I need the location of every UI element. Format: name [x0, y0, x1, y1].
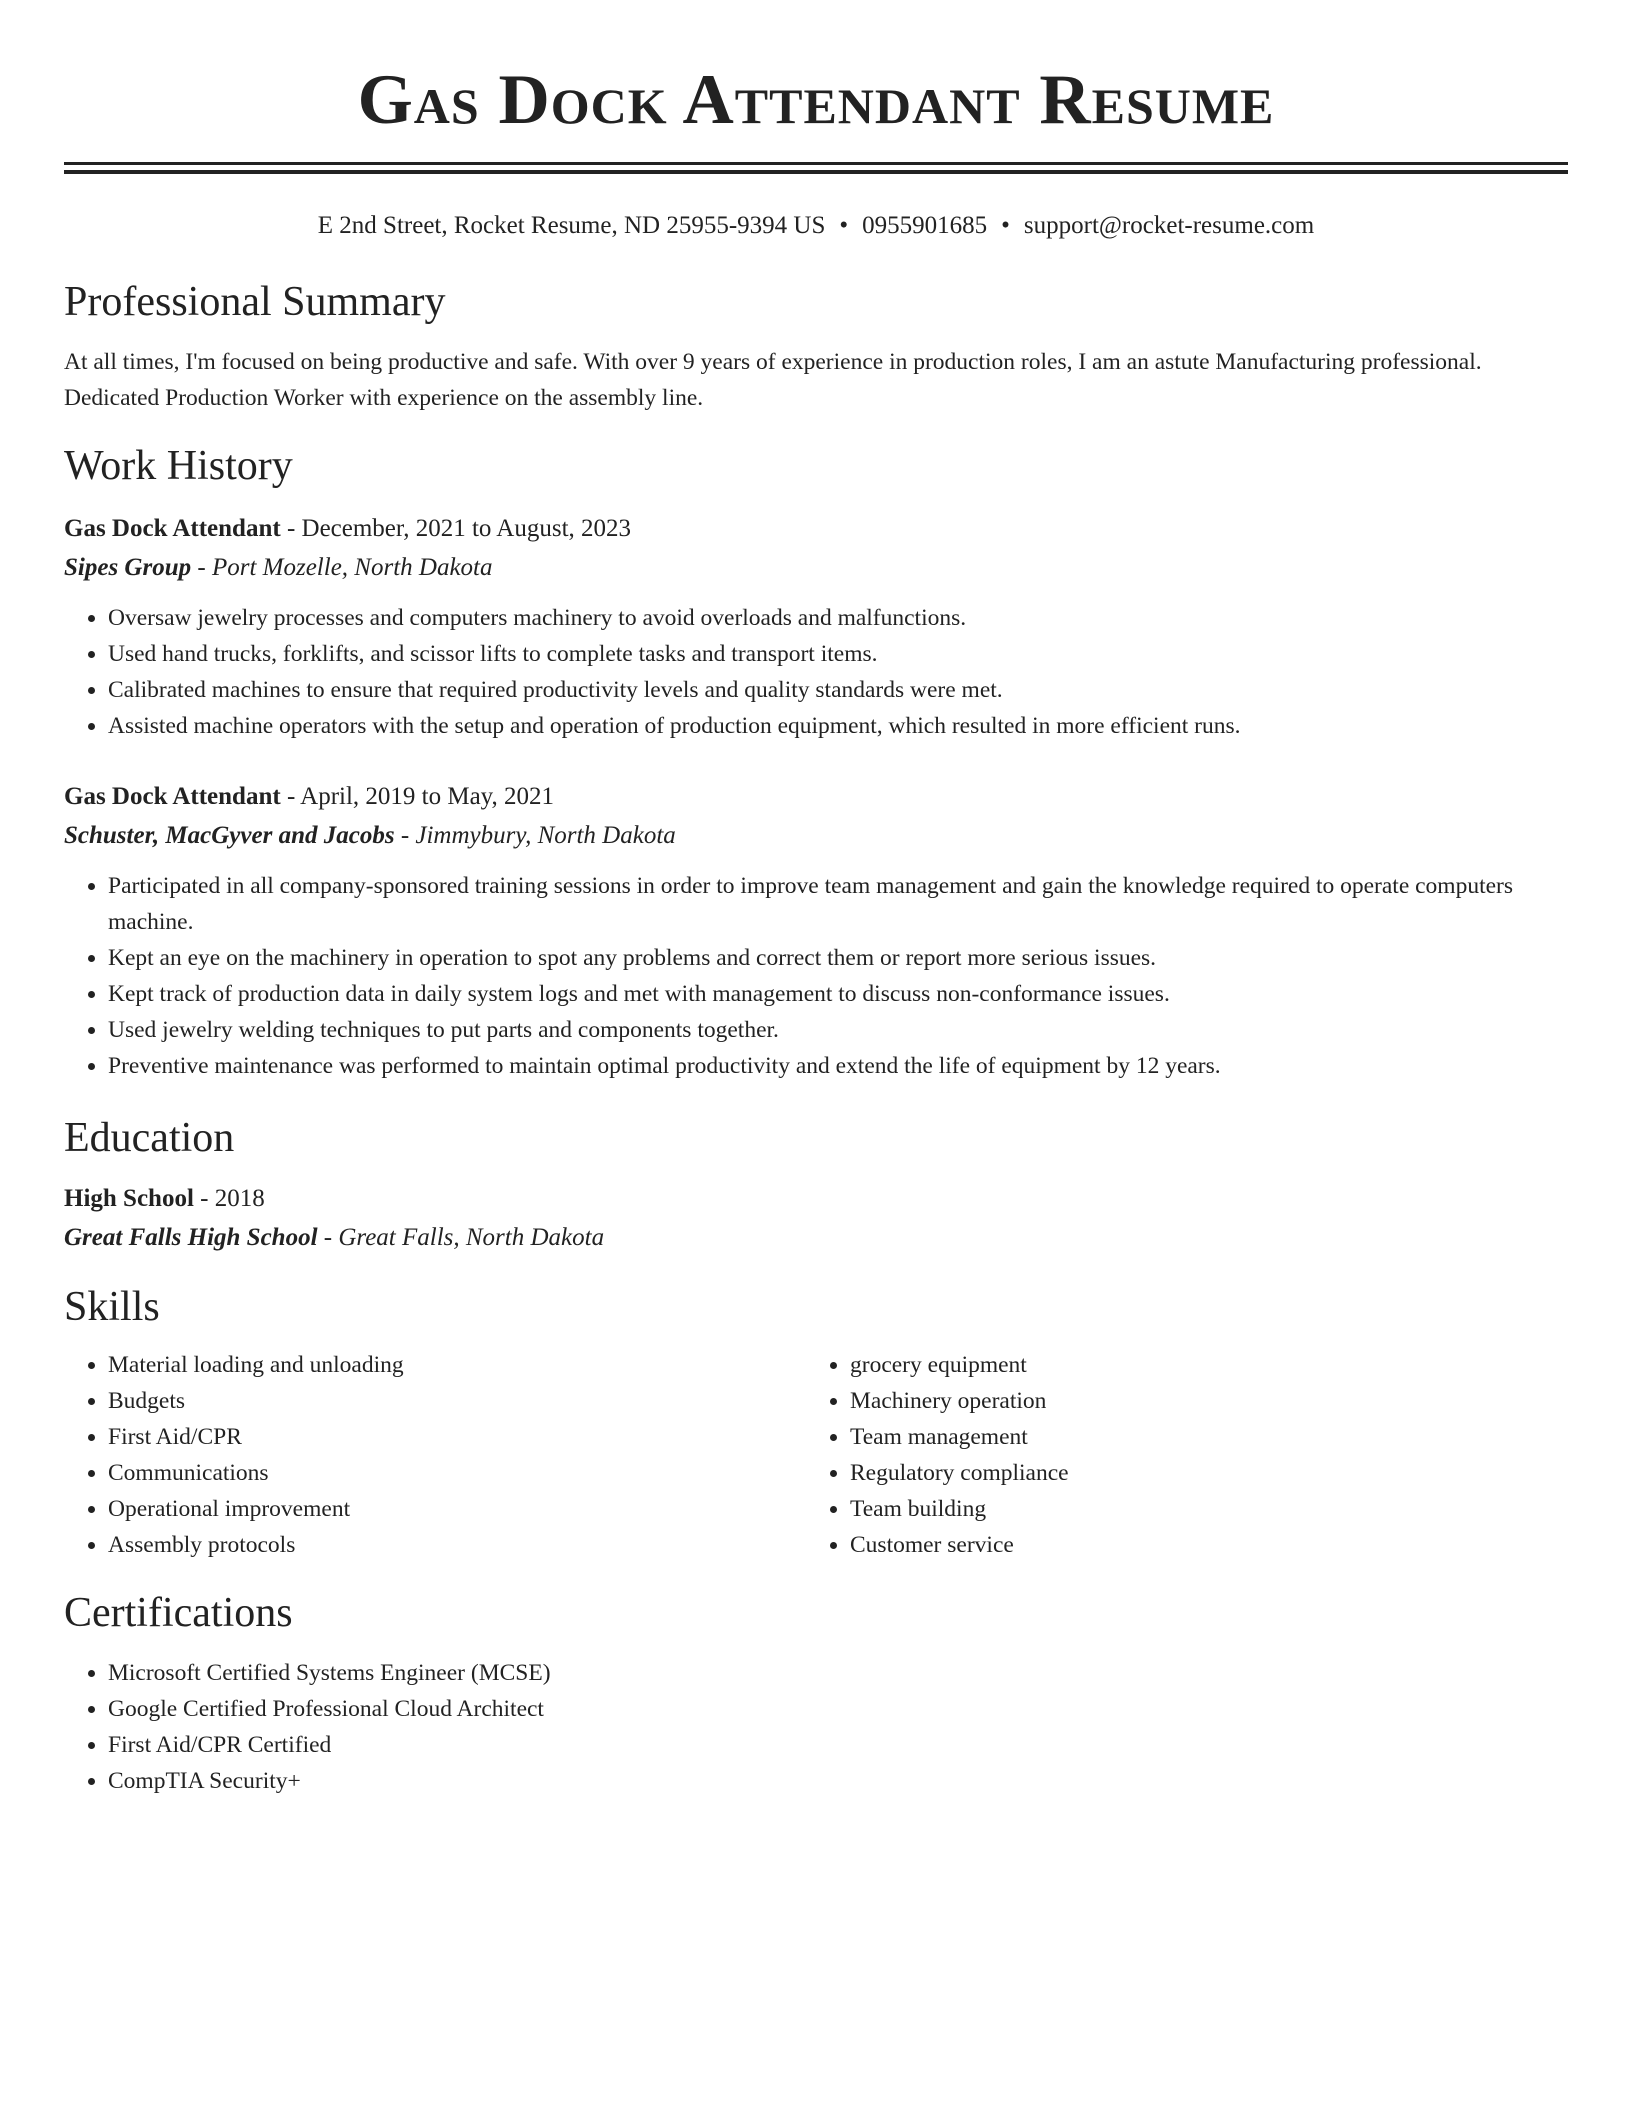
job-title: Gas Dock Attendant [64, 515, 281, 542]
contact-phone: 0955901685 [862, 212, 988, 239]
skill-item: • First Aid/CPR [108, 1419, 806, 1455]
job-title-line [64, 510, 1568, 548]
company-line [64, 548, 1568, 587]
job-bullets [64, 868, 1568, 1084]
job-entry [64, 778, 1568, 1084]
certification-item: • Microsoft Certified Systems Engineer (MCSE) [108, 1655, 1568, 1691]
degree-name: High School [64, 1185, 194, 1212]
resume-title: Gas Dock Attendant Resume [357, 61, 1275, 139]
company-line [64, 816, 1568, 855]
job-bullet: • Kept track of production data in daily system logs and met with management to discuss non-conformance issues. [108, 976, 1568, 1012]
job-title-line [64, 778, 1568, 816]
job-bullet: • Used hand trucks, forklifts, and scissor lifts to complete tasks and transport items. [108, 636, 1568, 672]
job-bullet: • Oversaw jewelry processes and computers machinery to avoid overloads and malfunctions. [108, 600, 1568, 636]
job-entry [64, 510, 1568, 744]
skills-column-left [64, 1347, 806, 1563]
contact-address: E 2nd Street, Rocket Resume, ND 25955-9394 US [317, 212, 826, 239]
skill-item: • Customer service [850, 1527, 1548, 1563]
degree-line [64, 1180, 1568, 1218]
certification-item: • CompTIA Security+ [108, 1763, 1568, 1799]
skills-grid [64, 1347, 1568, 1563]
skill-item: • Machinery operation [850, 1383, 1548, 1419]
job-dates: - December, 2021 to August, 2023 [280, 515, 632, 542]
job-dates: - April, 2019 to May, 2021 [280, 783, 555, 810]
job-bullet: • Kept an eye on the machinery in operation to spot any problems and correct them or report more serious issues. [108, 940, 1568, 976]
degree-year: - 2018 [193, 1185, 265, 1212]
education-heading: Education [64, 1115, 235, 1161]
education-section [64, 1112, 1568, 1257]
contact-email: support@rocket-resume.com [1023, 212, 1315, 239]
summary-section [64, 276, 1568, 416]
skills-column-right [806, 1347, 1548, 1563]
certifications-section [64, 1587, 1568, 1799]
company-location: - Jimmybury, North Dakota [394, 822, 676, 849]
skills-heading: Skills [64, 1284, 160, 1330]
certifications-heading: Certifications [64, 1590, 293, 1636]
job-bullet: • Participated in all company-sponsored training sessions in order to improve team management and gain the knowledge required to operate computers machine. [108, 868, 1568, 940]
job-title: Gas Dock Attendant [64, 783, 281, 810]
skills-section [64, 1281, 1568, 1563]
work-history-heading: Work History [64, 443, 293, 489]
skill-item: • Assembly protocols [108, 1527, 806, 1563]
company-name: Schuster, MacGyver and Jacobs [64, 822, 395, 849]
certification-item: • Google Certified Professional Cloud Architect [108, 1691, 1568, 1727]
skill-item: • Budgets [108, 1383, 806, 1419]
skill-item: • grocery equipment [850, 1347, 1548, 1383]
skill-item: • Material loading and unloading [108, 1347, 806, 1383]
job-bullet: • Used jewelry welding techniques to put parts and components together. [108, 1012, 1568, 1048]
job-bullet: • Calibrated machines to ensure that required productivity levels and quality standards were met. [108, 672, 1568, 708]
school-name: Great Falls High School [64, 1224, 318, 1251]
company-name: Sipes Group [64, 554, 192, 581]
certification-item: • First Aid/CPR Certified [108, 1727, 1568, 1763]
certifications-list [64, 1655, 1568, 1799]
job-bullets [64, 600, 1568, 744]
title-rule-bottom [64, 170, 1568, 174]
school-line [64, 1218, 1568, 1257]
summary-heading: Professional Summary [64, 279, 446, 325]
work-history-section [64, 440, 1568, 1084]
skill-item: • Team building [850, 1491, 1548, 1527]
contact-separator: • [1001, 212, 1010, 239]
skill-item: • Communications [108, 1455, 806, 1491]
contact-separator: • [839, 212, 849, 239]
skill-item: • Regulatory compliance [850, 1455, 1548, 1491]
skill-item: • Team management [850, 1419, 1548, 1455]
job-bullet: • Assisted machine operators with the setup and operation of production equipment, which resulted in more efficient runs. [108, 708, 1568, 744]
education-entry [64, 1180, 1568, 1257]
school-location: - Great Falls, North Dakota [317, 1224, 605, 1251]
summary-text: At all times, I'm focused on being productive and safe. With over 9 years of experience in production roles, I am an astute Manufacturing professional. Dedicated Production Worker with experience on the assembly line. [64, 349, 1482, 411]
skill-item: • Operational improvement [108, 1491, 806, 1527]
job-bullet: • Preventive maintenance was performed to maintain optimal productivity and extend the life of equipment by 12 years. [108, 1048, 1568, 1084]
title-rule-top [64, 162, 1568, 165]
contact-line [64, 210, 1568, 242]
company-location: - Port Mozelle, North Dakota [191, 554, 493, 581]
